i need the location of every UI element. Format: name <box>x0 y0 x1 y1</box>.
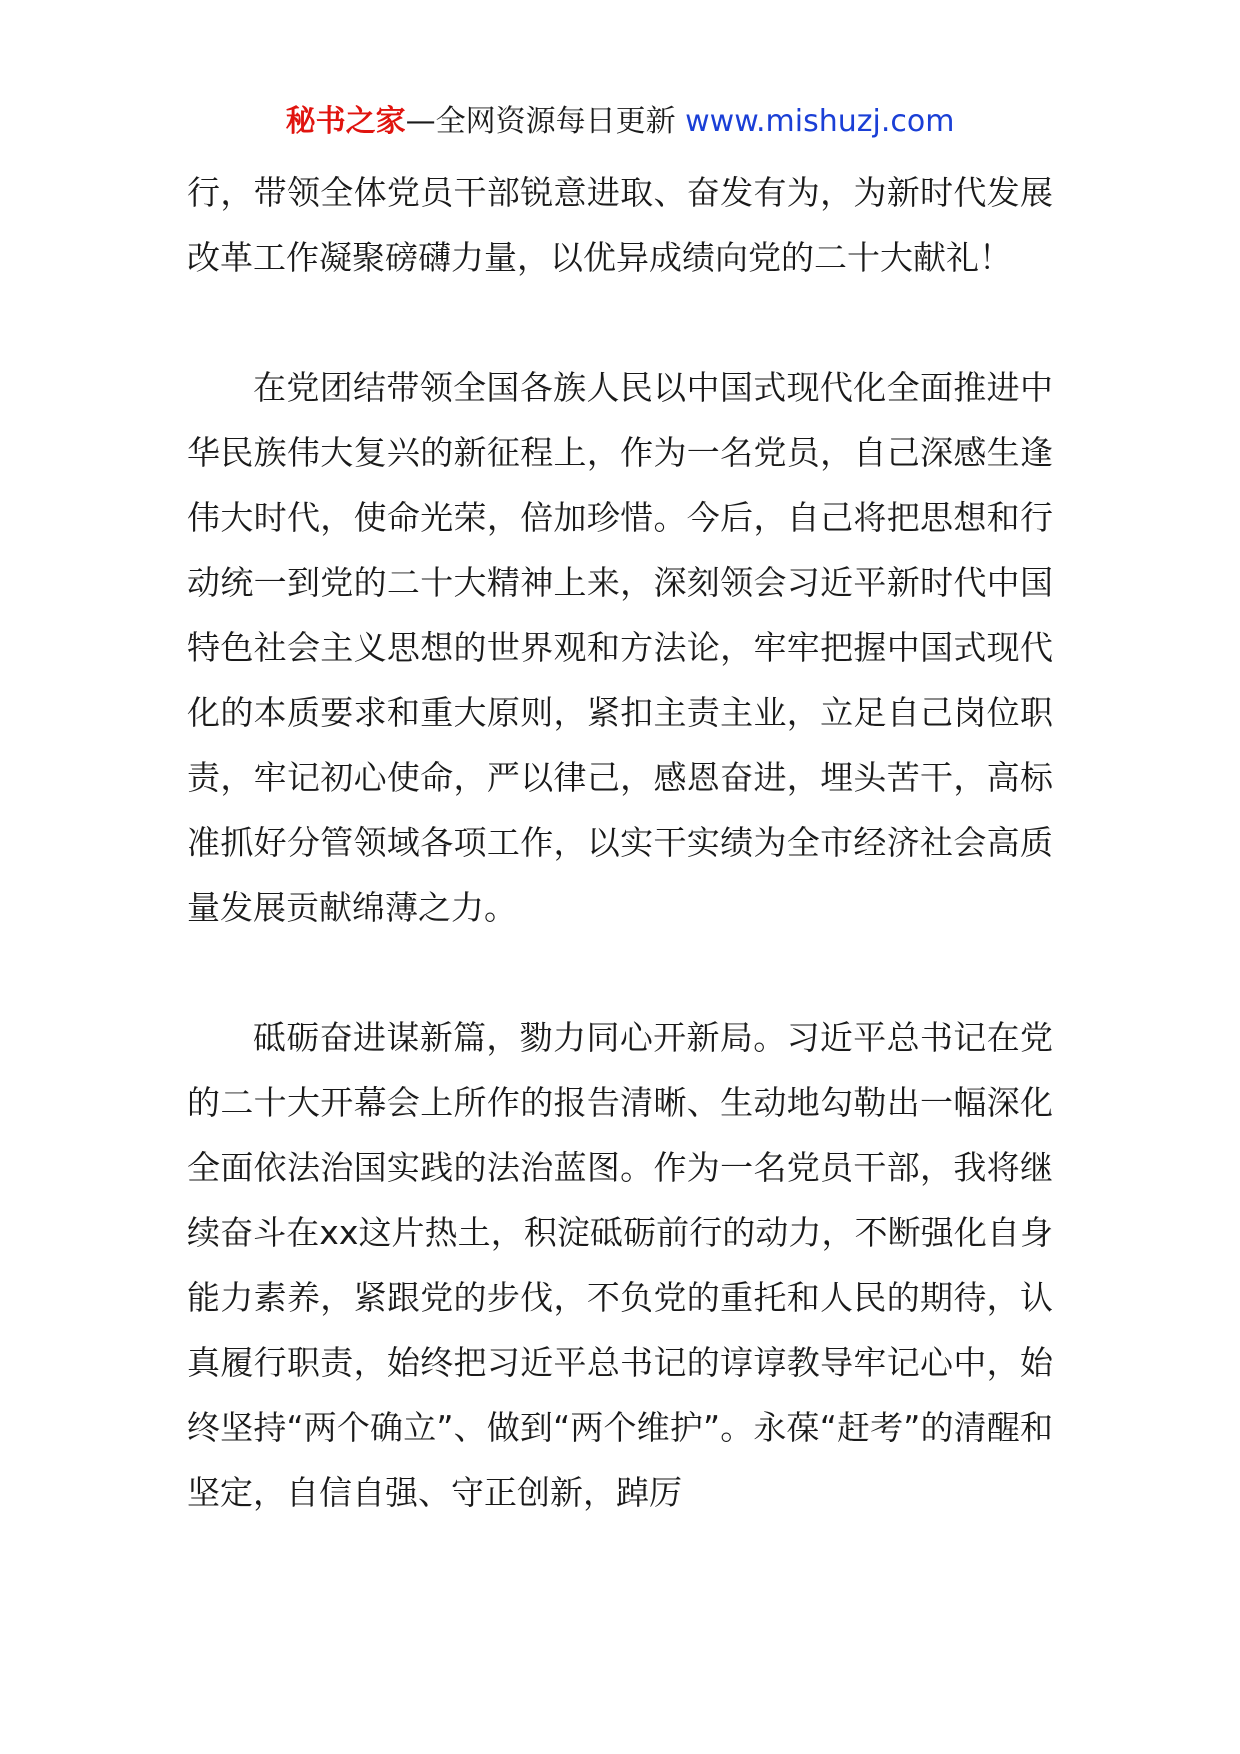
header-tagline: —全网资源每日更新 <box>405 104 676 139</box>
page-header <box>0 100 1240 144</box>
header-brand: 秘书之家 <box>285 104 406 139</box>
paragraph-continuation: 行，带领全体党员干部锐意进取、奋发有为，为新时代发展改革工作凝聚磅礴力量，以优异成绩向党的二十大献礼！ <box>187 173 1053 277</box>
header-url-link[interactable]: www.mishuzj.com <box>685 104 955 139</box>
paragraph-spacer <box>187 290 1053 355</box>
paragraph: 砥砺奋进谋新篇，勠力同心开新局。习近平总书记在党的二十大开幕会上所作的报告清晰、生动地勾勒出一幅深化全面依法治国实践的法治蓝图。作为一名党员干部，我将继续奋斗在xx这片热土，积淀砥砺前行的动力，不断强化自身能力素养，紧跟党的步伐，不负党的重托和人民的期待，认真履行职责，始终把习近平总书记的谆谆教导牢记心中，始终坚持“两个确立”、做到“两个维护”。永葆“赶考”的清醒和坚定，自信自强、守正创新，踔厉 <box>187 1018 1053 1512</box>
document-body <box>187 160 1053 1525</box>
paragraph: 在党团结带领全国各族人民以中国式现代化全面推进中华民族伟大复兴的新征程上，作为一名党员，自己深感生逢伟大时代，使命光荣，倍加珍惜。今后，自己将把思想和行动统一到党的二十大精神上来，深刻领会习近平新时代中国特色社会主义思想的世界观和方法论，牢牢把握中国式现代化的本质要求和重大原则，紧扣主责主业，立足自己岗位职责，牢记初心使命，严以律己，感恩奋进，埋头苦干，高标准抓好分管领域各项工作，以实干实绩为全市经济社会高质量发展贡献绵薄之力。 <box>187 368 1053 927</box>
paragraph-spacer <box>187 940 1053 1005</box>
